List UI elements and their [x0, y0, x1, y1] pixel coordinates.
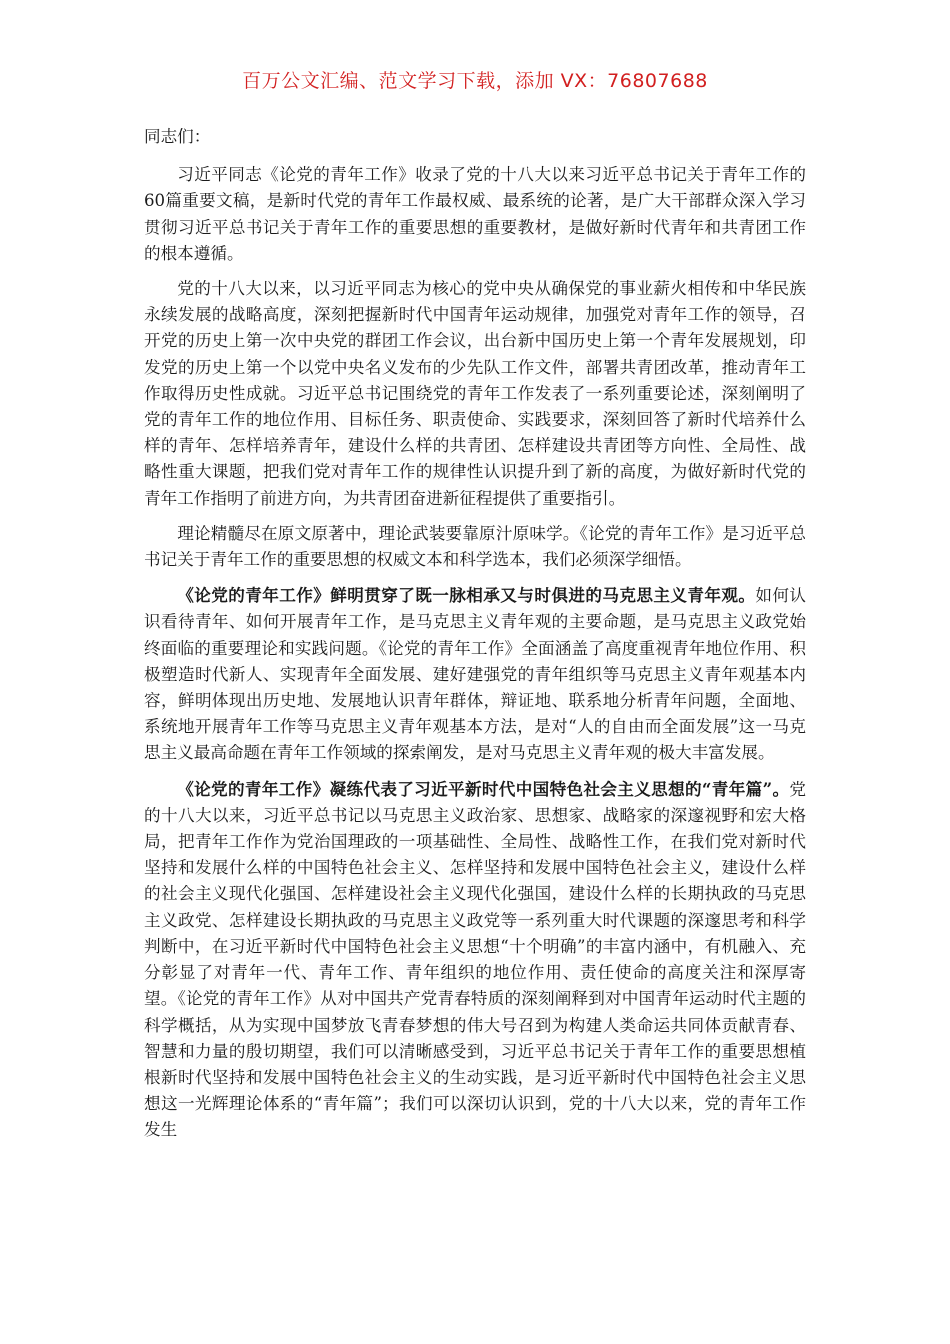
watermark-header: 百万公文汇编、范文学习下载，添加 VX：76807688: [242, 70, 708, 92]
paragraph-lead-bold: 《论党的青年工作》凝练代表了习近平新时代中国特色社会主义思想的“青年篇”。: [177, 778, 790, 799]
paragraph-1: [144, 162, 806, 267]
paragraph-text: 党的十八大以来，习近平总书记以马克思主义政治家、思想家、战略家的深邃视野和宏大格局，把青年工作作为党治国理政的一项基础性、全局性、战略性工作，在我们党对新时代坚持和发展什么样的中国特色社会主义、怎样坚持和发展中国特色社会主义，建设什么样的社会主义现代化强国、怎样建设社会主义现代化强国，建设什么样的长期执政的马克思主义政党、怎样建设长期执政的马克思主义政党等一系列重大时代课题的深邃思考和科学判断中，在习近平新时代中国特色社会主义思想“十个明确”的丰富内涵中，有机融入、充分彰显了对青年一代、青年工作、青年组织的地位作用、责任使命的高度关注和深厚寄望。《论党的青年工作》从对中国共产党青春特质的深刻阐释到对中国青年运动时代主题的科学概括，从为实现中国梦放飞青春梦想的伟大号召到为构建人类命运共同体贡献青春、智慧和力量的殷切期望，我们可以清晰感受到，习近平总书记关于青年工作的重要思想植根新时代坚持和发展中国特色社会主义的生动实践，是习近平新时代中国特色社会主义思想这一光辉理论体系的“青年篇”；我们可以深切认识到，党的十八大以来，党的青年工作发生: [144, 779, 806, 1140]
paragraph-4: [144, 582, 806, 766]
paragraph-text: 如何认识看待青年、如何开展青年工作，是马克思主义青年观的主要命题，是马克思主义政党始终面临的重要理论和实践问题。《论党的青年工作》全面涵盖了高度重视青年地位作用、积极塑造时代新人、实现青年全面发展、建好建强党的青年组织等马克思主义青年观基本内容，鲜明体现出历史地、发展地认识青年群体，辩证地、联系地分析青年问题，全面地、系统地开展青年工作等马克思主义青年观基本方法，是对“人的自由而全面发展”这一马克思主义最高命题在青年工作领域的探索阐发，是对马克思主义青年观的极大丰富发展。: [144, 586, 807, 763]
paragraph-2: [144, 276, 806, 512]
paragraph-text: 理论精髓尽在原文原著中，理论武装要靠原汁原味学。《论党的青年工作》是习近平总书记关于青年工作的重要思想的权威文本和科学选本，我们必须深学细悟。: [144, 523, 806, 570]
paragraph-text: 习近平同志《论党的青年工作》收录了党的十八大以来习近平总书记关于青年工作的60篇重要文稿，是新时代党的青年工作最权威、最系统的论著，是广大干部群众深入学习贯彻习近平总书记关于青年工作的重要思想的重要教材，是做好新时代青年和共青团工作的根本遵循。: [144, 165, 806, 263]
salutation: 同志们：: [144, 127, 211, 146]
paragraph-text: 党的十八大以来，以习近平同志为核心的党中央从确保党的事业薪火相传和中华民族永续发展的战略高度，深刻把握新时代中国青年运动规律，加强党对青年工作的领导，召开党的历史上第一次中央党的群团工作会议，出台新中国历史上第一个青年发展规划，印发党的历史上第一个以党中央名义发布的少先队工作文件，部署共青团改革，推动青年工作取得历史性成就。习近平总书记围绕党的青年工作发表了一系列重要论述，深刻阐明了党的青年工作的地位作用、目标任务、职责使命、实践要求，深刻回答了新时代培养什么样的青年、怎样培养青年，建设什么样的共青团、怎样建设共青团等方向性、全局性、战略性重大课题，把我们党对青年工作的规律性认识提升到了新的高度，为做好新时代党的青年工作指明了前进方向，为共青团奋进新征程提供了重要指引。: [144, 279, 806, 508]
paragraph-lead-bold: 《论党的青年工作》鲜明贯穿了既一脉相承又与时俱进的马克思主义青年观。: [177, 585, 756, 606]
paragraph-5: [144, 776, 806, 1144]
paragraph-3: [144, 521, 806, 573]
document-body: [144, 124, 806, 1144]
